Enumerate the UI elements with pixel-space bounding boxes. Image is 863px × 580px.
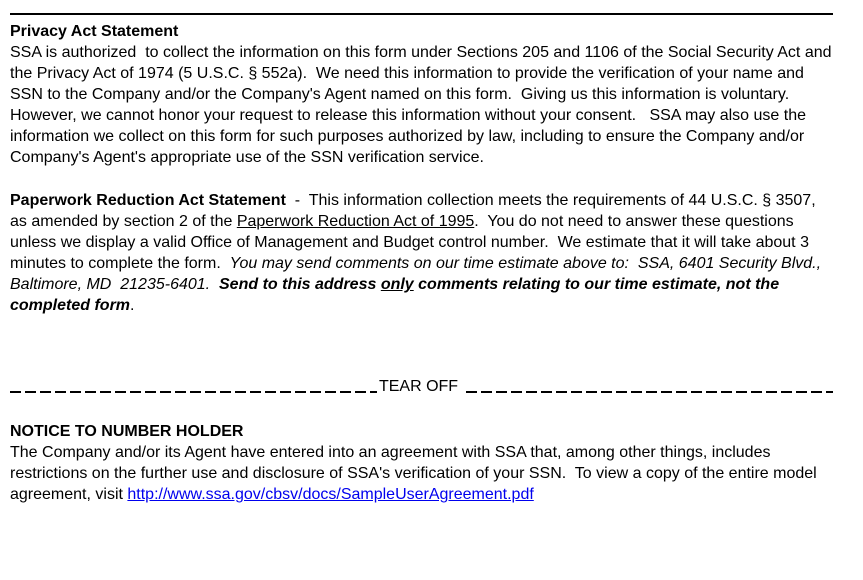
tear-off-dashes-right — [466, 391, 833, 393]
tear-off-line — [10, 376, 833, 397]
notice-body — [10, 442, 833, 505]
paperwork-heading: Paperwork Reduction Act Statement — [10, 192, 286, 209]
paperwork-final-period: . — [130, 297, 135, 314]
tear-off-label: TEAR OFF — [378, 378, 459, 395]
paperwork-comments-italic: You may send comments on our time estimate above to: SSA, 6401 Security Blvd., Baltimore, MD 21235-6401. — [10, 255, 826, 293]
privacy-act-body: SSA is authorized to collect the information on this form under Sections 205 and 1106 of the Social Security Act and the Privacy Act of 1974 (5 U.S.C. § 552a). We need this information to provide the verification of your name and SSN to the Company and/or the Company's Agent named on this form. Giving us this information is voluntary. However, we cannot honor your request to release this information without your consent. SSA may also use the information we collect on this form for such purposes authorized by law, including to ensure the Company and/or Company's Agent's appropriate use of the SSN verification service. — [10, 44, 836, 166]
top-divider — [10, 13, 833, 15]
tear-off-dashes-left — [10, 391, 377, 393]
notice-heading: NOTICE TO NUMBER HOLDER — [10, 423, 244, 440]
privacy-act-heading: Privacy Act Statement — [10, 23, 179, 40]
paperwork-statement — [10, 190, 833, 316]
agreement-link[interactable]: http://www.ssa.gov/cbsv/docs/SampleUserAgreement.pdf — [127, 486, 534, 503]
paperwork-send-bold-2: comments relating to our time estimate, not the completed form — [10, 276, 784, 314]
paperwork-body-1: This information collection meets the requirements of 44 U.S.C. § 3507, as amended by section 2 of the — [10, 192, 821, 230]
paperwork-only-underlined: only — [380, 276, 414, 293]
paperwork-body-2: . You do not need to answer these questions unless we display a valid Office of Management and Budget control number. We estimate that it will take about 3 minutes to complete the form. — [10, 213, 814, 272]
notice-body-text: The Company and/or its Agent have entered into an agreement with SSA that, among other things, includes restrictions on the further use and disclosure of SSA's verification of your SSN. To view a copy of the entire model agreement, visit — [10, 444, 822, 503]
paperwork-send-bold-1: Send to this address — [219, 276, 381, 293]
paperwork-separator: - — [285, 192, 309, 209]
paperwork-act-underlined: Paperwork Reduction Act of 1995 — [236, 213, 475, 230]
